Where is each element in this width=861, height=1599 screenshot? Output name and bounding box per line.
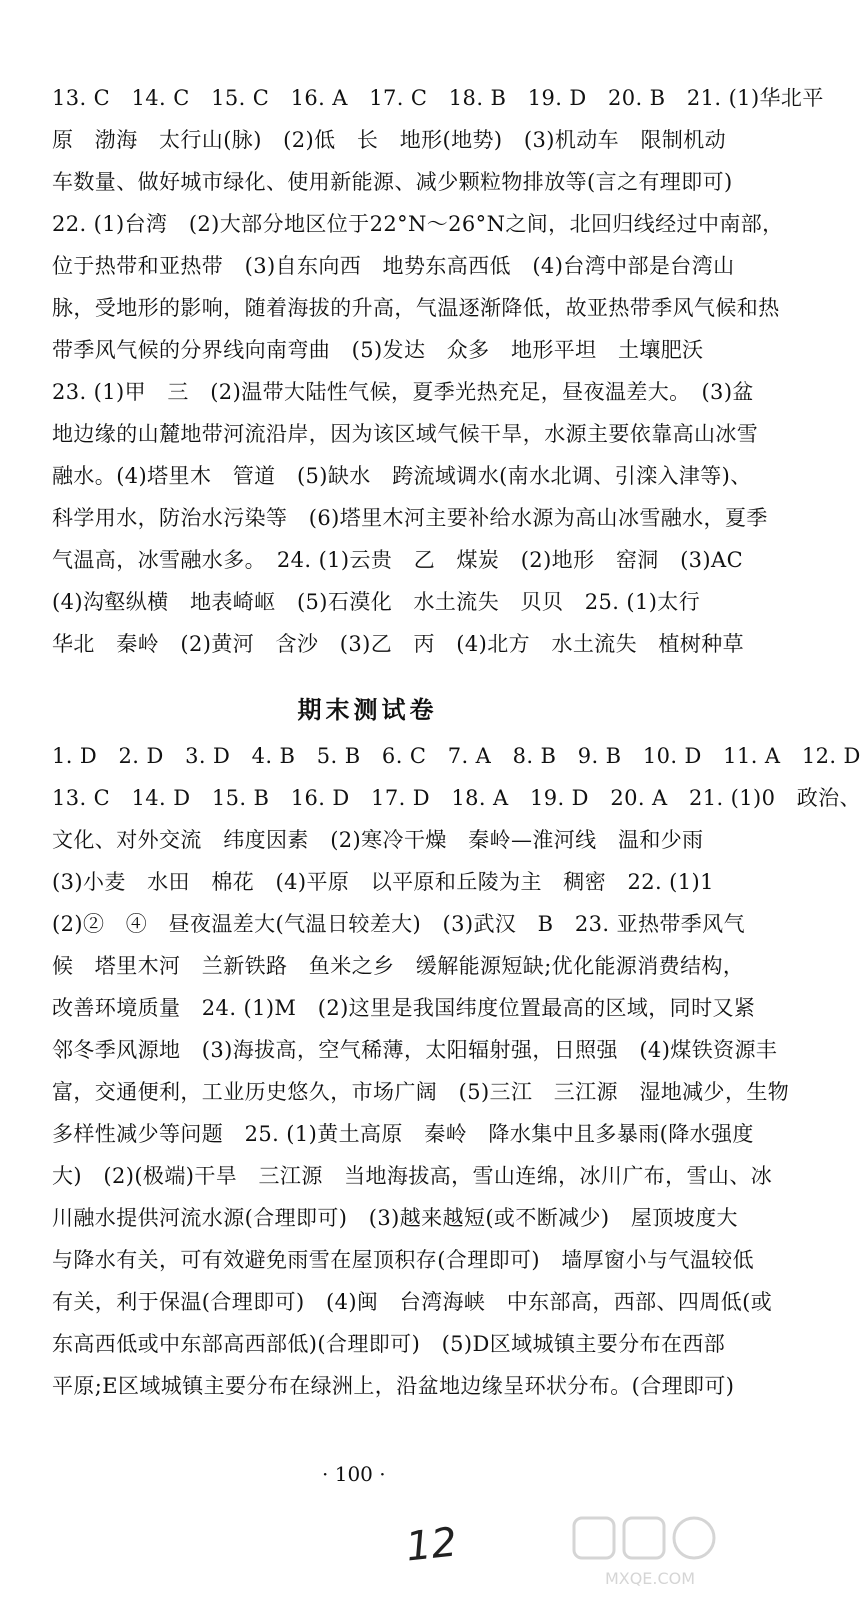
answer-line: (3)小麦 水田 棉花 (4)平原 以平原和丘陵为主 稠密 22. (1)1 (52, 870, 714, 894)
answer-line: 13. C 14. D 15. B 16. D 17. D 18. A 19. D 20. A 21. (1)0 政治、 (52, 786, 861, 810)
watermark-text: MXQE.COM (604, 1569, 696, 1588)
answer-line: (4)沟壑纵横 地表崎岖 (5)石漠化 水土流失 贝贝 25. (1)太行 (52, 590, 701, 614)
page-number: · 100 · (322, 1462, 386, 1486)
answer-line: 车数量、做好城市绿化、使用新能源、减少颗粒物排放等(言之有理即可) (52, 170, 733, 194)
handwritten-note: 12 (403, 1519, 460, 1571)
answer-line: 与降水有关，可有效避免雨雪在屋顶积存(合理即可) 墙厚窗小与气温较低 (52, 1248, 754, 1272)
answer-line: 平原;E区域城镇主要分布在绿洲上，沿盆地边缘呈环状分布。(合理即可) (52, 1374, 735, 1398)
answer-line: 1. D 2. D 3. D 4. B 5. B 6. C 7. A 8. B 9. B 10. D 11. A 12. D (52, 744, 861, 768)
answer-line: 华北 秦岭 (2)黄河 含沙 (3)乙 丙 (4)北方 水土流失 植树种草 (52, 632, 745, 656)
answer-line: 气温高，冰雪融水多。 24. (1)云贵 乙 煤炭 (2)地形 窑洞 (3)AC (52, 548, 744, 572)
answer-line: 位于热带和亚热带 (3)自东向西 地势东高西低 (4)台湾中部是台湾山 (52, 254, 735, 278)
answer-line: 科学用水，防治水污染等 (6)塔里木河主要补给水源为高山冰雪融水，夏季 (52, 506, 768, 530)
answer-line: 22. (1)台湾 (2)大部分地区位于22°N～26°N之间，北回归线经过中南部， (52, 212, 784, 236)
answer-line: 有关，利于保温(合理即可) (4)闽 台湾海峡 中东部高，西部、四周低(或 (52, 1290, 773, 1314)
watermark-logo (570, 1512, 730, 1592)
answer-line: 候 塔里木河 兰新铁路 鱼米之乡 缓解能源短缺;优化能源消费结构， (52, 954, 745, 978)
answer-line: 富，交通便利，工业历史悠久，市场广阔 (5)三江 三江源 湿地减少，生物 (52, 1080, 790, 1104)
answer-line: 脉，受地形的影响，随着海拔的升高，气温逐渐降低，故亚热带季风气候和热 (52, 296, 780, 320)
answer-line: 13. C 14. C 15. C 16. A 17. C 18. B 19. D 20. B 21. (1)华北平 (52, 86, 824, 110)
answer-line: (2)② ④ 昼夜温差大(气温日较差大) (3)武汉 B 23. 亚热带季风气 (52, 912, 745, 936)
section-title: 期末测试卷 (297, 695, 438, 724)
answer-line: 融水。(4)塔里木 管道 (5)缺水 跨流域调水(南水北调、引滦入津等)、 (52, 464, 752, 488)
answer-line: 23. (1)甲 三 (2)温带大陆性气候，夏季光热充足，昼夜温差大。 (3)盆 (52, 380, 754, 404)
answer-line: 川融水提供河流水源(合理即可) (3)越来越短(或不断减少) 屋顶坡度大 (52, 1206, 738, 1230)
answer-line: 东高西低或中东部高西部低)(合理即可) (5)D区域城镇主要分布在西部 (52, 1332, 726, 1356)
answer-line: 原 渤海 太行山(脉) (2)低 长 地形(地势) (3)机动车 限制机动 (52, 128, 727, 152)
answer-line: 地边缘的山麓地带河流沿岸，因为该区域气候干旱，水源主要依靠高山冰雪 (52, 422, 759, 446)
answer-line: 改善环境质量 24. (1)M (2)这里是我国纬度位置最高的区域，同时又紧 (52, 996, 756, 1020)
answer-line: 多样性减少等问题 25. (1)黄土高原 秦岭 降水集中且多暴雨(降水强度 (52, 1122, 754, 1146)
answer-line: 带季风气候的分界线向南弯曲 (5)发达 众多 地形平坦 土壤肥沃 (52, 338, 704, 362)
answer-line: 邻冬季风源地 (3)海拔高，空气稀薄，太阳辐射强，日照强 (4)煤铁资源丰 (52, 1038, 778, 1062)
answer-line: 文化、对外交流 纬度因素 (2)寒冷干燥 秦岭—淮河线 温和少雨 (52, 828, 704, 852)
answer-line: 大) (2)(极端)干旱 三江源 当地海拔高，雪山连绵，冰川广布，雪山、冰 (52, 1164, 773, 1188)
